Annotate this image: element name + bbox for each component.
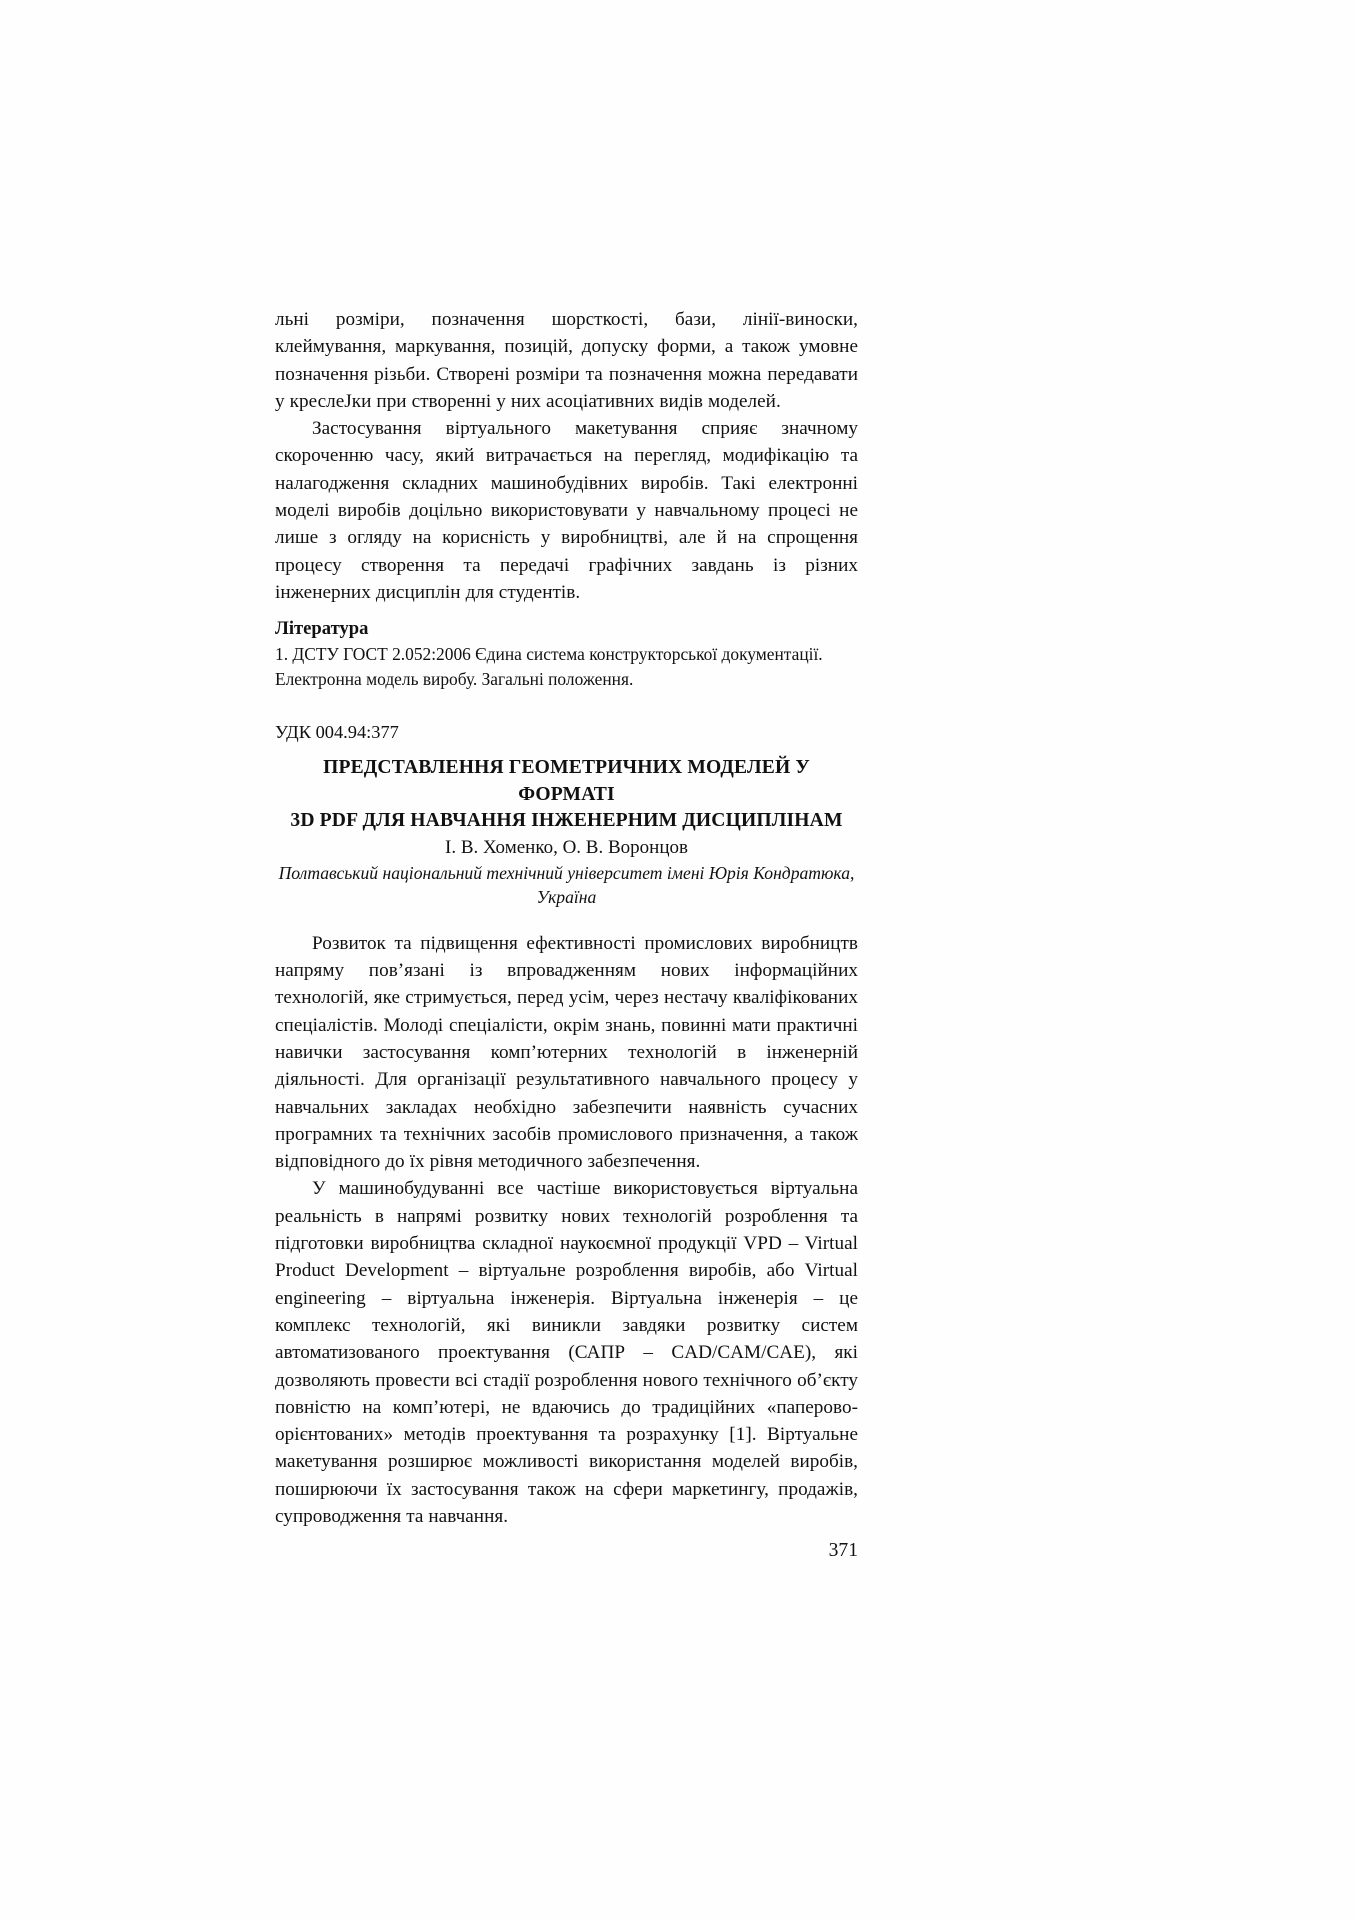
affiliation-line-1: Полтавський національний технічний університет імені Юрія Кондратюка, xyxy=(278,862,855,883)
text-column xyxy=(275,306,858,1530)
continued-paragraph-1: льні розміри, позначення шорсткості, бази, лінії-виноски, клеймування, маркування, позицій, допуску форми, а також умовне позначення різьби. Створені розміри та позначення можна передавати у креслеJки при створенні у них асоціативних видів моделей. xyxy=(275,309,858,412)
spacer-before-udc xyxy=(275,691,858,719)
article-paragraph-2: У машинобудуванні все частіше використовується віртуальна реальність в напрямі розвитку нових технологій розроблення та підготовки виробництва складної наукоємної продукції VPD – Virtual Product Development – віртуальне розроблення виробів, або Virtual engineering – віртуальна інженерія. Віртуальна інженерія – це комплекс технологій, які виникли завдяки розвитку систем автоматизованого проектування (САПР – CAD/CAM/CAE), які дозволяють провести всі стадії розроблення нового технічного об’єкту повністю на комп’ютері, не вдаючись до традиційних «паперово-орієнтованих» методів проектування та розрахунку [1]. Віртуальне макетування розширює можливості використання моделей виробів, поширюючи їх застосування також на сфери маркетингу, продажів, супроводження та навчання. xyxy=(275,1178,858,1527)
article-title-line-2: 3D PDF ДЛЯ НАВЧАННЯ ІНЖЕНЕРНИМ ДИСЦИПЛІНАМ xyxy=(290,810,843,832)
article-title-line-1: ПРЕДСТАВЛЕННЯ ГЕОМЕТРИЧНИХ МОДЕЛЕЙ У ФОРМАТІ xyxy=(323,757,810,805)
spacer-before-title xyxy=(275,745,858,755)
reference-item-1: 1. ДСТУ ГОСТ 2.052:2006 Єдина система конструкторської документації. Електронна модель виробу. Загальні положення. xyxy=(275,644,823,689)
article-title xyxy=(275,755,858,835)
article-authors: І. В. Хоменко, О. В. Воронцов xyxy=(445,836,688,858)
affiliation-line-2: Україна xyxy=(536,887,597,908)
article-affiliation xyxy=(275,861,858,910)
references-heading: Література xyxy=(275,618,369,640)
udc-code: УДК 004.94:377 xyxy=(275,722,399,743)
spacer-before-references xyxy=(275,606,858,616)
page-number: 371 xyxy=(828,1540,858,1561)
article-paragraph-1: Розвиток та підвищення ефективності промислових виробництв напряму пов’язані із впровадженням нових інформаційних технологій, яке стримується, перед усім, через нестачу кваліфікованих спеціалістів. Молоді спеціалісти, окрім знань, повинні мати практичні навички застосування комп’ютерних технологій в інженерній діяльності. Для організації результативного навчального процесу у навчальних закладах необхідно забезпечити наявність сучасних програмних та технічних засобів промислового призначення, а також відповідного до їх рівня методичного забезпечення. xyxy=(275,932,858,1173)
spacer-before-body xyxy=(275,910,858,930)
paragraph-virtual-mockup: Застосування віртуального макетування сприяє значному скороченню часу, який витрачається на перегляд, модифікацію та налагодження складних машинобудівних виробів. Такі електронні моделі виробів доцільно використовувати у навчальному процесі не лише з огляду на корисність у виробництві, але й на спрощення процесу створення та передачі графічних завдань із різних інженерних дисциплін для студентів. xyxy=(275,418,858,603)
